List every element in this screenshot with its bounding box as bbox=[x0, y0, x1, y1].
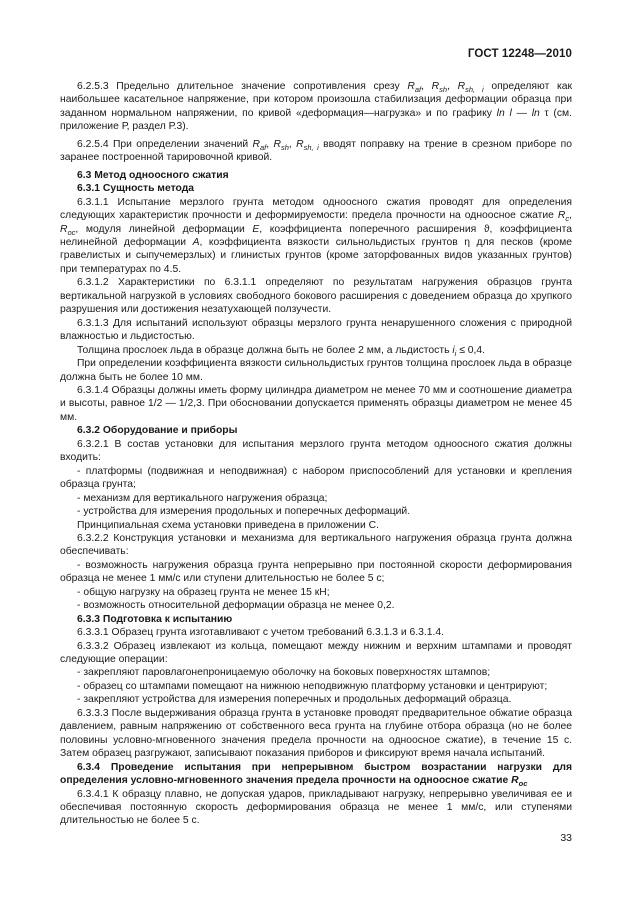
paragraph-p-shell: - закрепляют паровлагонепроницаемую оболочку на боковых поверхностях штампов; bbox=[77, 667, 491, 679]
paragraph-p-6314: 6.3.1.4 Образцы должны иметь форму цилиндра диаметром не менее 70 мм и соотношение диаметра и высоты, равное 1/2 — 1/2,3. При обосновании допускается применять образцы диаметром не менее 45 мм. bbox=[60, 384, 572, 423]
paragraph-p-ice-visc: При определении коэффициента вязкости сильнольдистых грунтов толщина прослоек льда в образце должна быть не более 10 мм. bbox=[60, 358, 572, 383]
standard-number: ГОСТ 12248—2010 bbox=[467, 48, 572, 60]
paragraph-p-6253: 6.2.5.3 Предельно длительное значение сопротивления срезу $R_{af}$, $R_{sh}$, $R_{sh, i}$ определяют как наибольшее касательное напряжение, при котором произошла стабилизация деформации образца при заданном нормальном напряжении, по кривой «деформация—нагрузка» и по графику ln l — ln τ (см. приложение Р, раздел Р.3). bbox=[60, 81, 572, 133]
paragraph-p-total-load: - общую нагрузку на образец грунта не менее 15 кН; bbox=[77, 586, 330, 598]
document-body bbox=[60, 80, 572, 828]
paragraph-p-devices: - устройства для измерения продольных и поперечных деформаций. bbox=[77, 506, 411, 518]
paragraph-p-6341: 6.3.4.1 К образцу плавно, не допуская ударов, прикладывают нагрузку, непрерывно увеличивая ее и обеспечивая постоянную скорость деформирования образца не менее 1 мм/с, или ступенями длительностью не более 5 с. bbox=[60, 788, 572, 827]
paragraph-p-6254: 6.2.5.4 При определении значений $R_{af}$, $R_{sh}$, $R_{sh, i}$ вводят поправку на трение в срезном приборе по заранее построенной тарировочной кривой. bbox=[60, 138, 572, 164]
paragraph-p-load-cont: - возможность нагружения образца грунта непрерывно при постоянной скорости деформирования образца не менее 1 мм/с или ступени длительностью не более 5 с; bbox=[60, 559, 572, 585]
paragraph-p-scheme: Принципиальная схема установки приведена в приложении С. bbox=[77, 519, 379, 531]
section-heading-h-63: 6.3 Метод одноосного сжатия bbox=[77, 169, 229, 181]
paragraph-p-6312: 6.3.1.2 Характеристики по 6.3.1.1 определяют по результатам нагружения образцов грунта вертикальной нагрузкой в условиях свободного бокового расширения с доведением образца до хрупкого разрушения или достижения незатухающей ползучести. bbox=[60, 277, 572, 316]
paragraph-p-6333: 6.3.3.3 После выдерживания образца грунта в установке проводят предварительное обжатие образца давлением, равным напряжению от собственного веса грунта на глубине отбора образца (но не более половины условно-мгновенного значения предела прочности на одноосное сжатие), в течение 15 с. Затем образец разгружают, записывают показания приборов и фиксируют время начала испытаний. bbox=[60, 707, 572, 760]
paragraph-p-6331: 6.3.3.1 Образец грунта изготавливают с учетом требований 6.3.1.3 и 6.3.1.4. bbox=[77, 627, 445, 639]
section-heading-h-632: 6.3.2 Оборудование и приборы bbox=[77, 425, 238, 437]
page-number: 33 bbox=[560, 832, 572, 844]
paragraph-p-center: - образец со штампами помещают на нижнюю неподвижную платформу установки и центрируют; bbox=[77, 680, 548, 692]
paragraph-p-6313: 6.3.1.3 Для испытаний используют образцы мерзлого грунта ненарушенного сложения с природной влажностью и льдистостью. bbox=[60, 317, 572, 343]
paragraph-p-mech: - механизм для вертикального нагружения образца; bbox=[77, 492, 328, 504]
section-heading-h-631: 6.3.1 Сущность метода bbox=[77, 183, 195, 195]
paragraph-p-platforms: - платформы (подвижная и неподвижная) с набором приспособлений для установки и крепления образца грунта; bbox=[60, 465, 572, 491]
paragraph-p-rel-def: - возможность относительной деформации образца не менее 0,2. bbox=[77, 600, 395, 612]
paragraph-p-6332: 6.3.3.2 Образец извлекают из кольца, помещают между нижним и верхним штампами и проводят следующие операции: bbox=[60, 640, 572, 666]
paragraph-p-fix: - закрепляют устройства для измерения поперечных и продольных деформаций образца. bbox=[77, 694, 512, 706]
paragraph-p-ice-thick: Толщина прослоек льда в образце должна быть не более 2 мм, а льдистость $i_i \le 0,4$. bbox=[77, 344, 486, 358]
section-heading-h-633: 6.3.3 Подготовка к испытанию bbox=[77, 613, 233, 625]
section-heading-h-634: 6.3.4 Проведение испытания при непрерывном быстром возрастании нагрузки для определения условно-мгновенного значения предела прочности на одноосное сжатие $R_{oc}$ bbox=[60, 761, 572, 789]
paragraph-p-6321: 6.3.2.1 В состав установки для испытания мерзлого грунта методом одноосного сжатия должны входить: bbox=[60, 438, 572, 464]
paragraph-p-6322: 6.3.2.2 Конструкция установки и механизма для вертикального нагружения образца грунта должна обеспечивать: bbox=[60, 532, 572, 558]
paragraph-p-6311: 6.3.1.1 Испытание мерзлого грунта методом одноосного сжатия проводят для определения следующих характеристик прочности и деформируемости: предела прочности на одноосное сжатие $R_c$, $R_{oc}$, модуля линейной деформации E, коэффициента поперечного расширения ϑ, коэффициента нелинейной деформации A, коэффициента вязкости сильнольдистых грунтов η для песков (кроме гравелистых и сыпучемерзлых) и глинистых грунтов (кроме заторфованных видов указанных грунтов) при температурах по 4.5. bbox=[60, 196, 572, 275]
